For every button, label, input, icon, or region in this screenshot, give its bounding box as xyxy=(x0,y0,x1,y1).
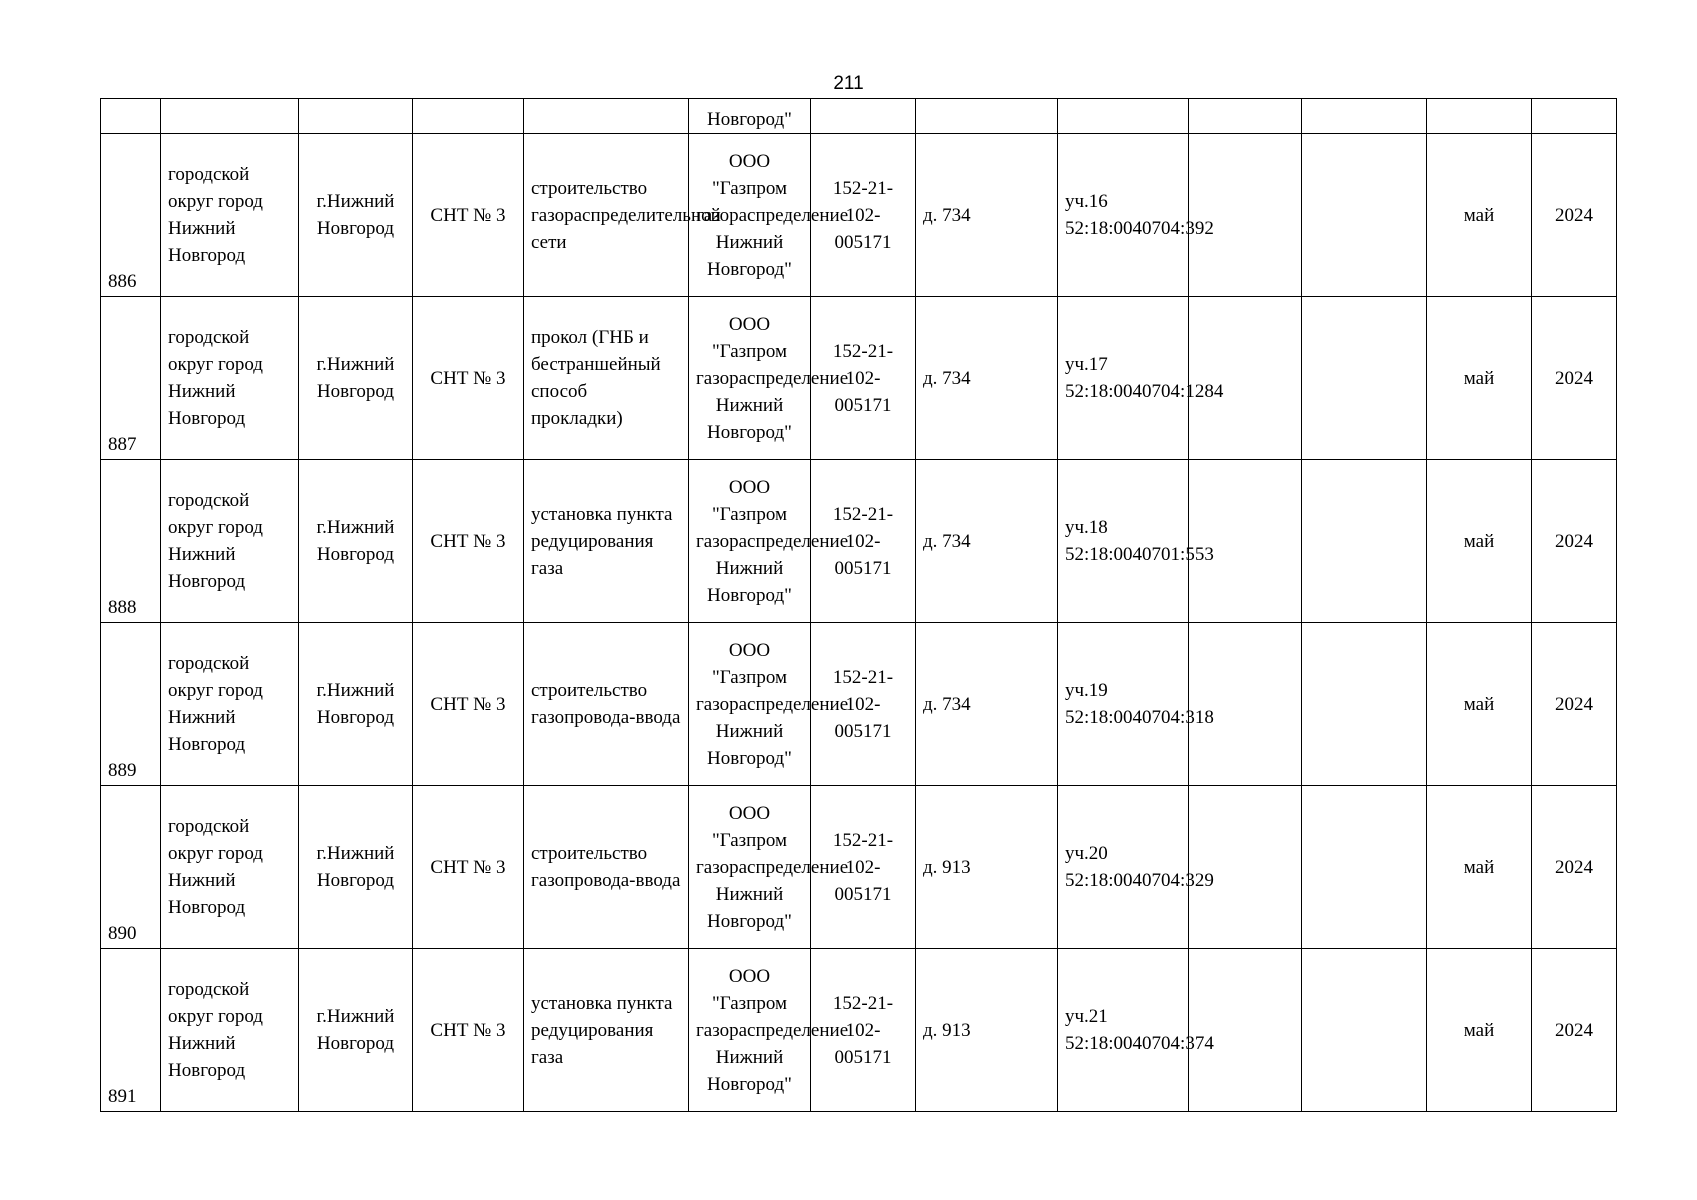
row-number: 888 xyxy=(101,460,161,623)
plot-cell: уч.21 52:18:0040704:374 xyxy=(1058,949,1189,1112)
object-cell: СНТ № 3 xyxy=(413,949,524,1112)
row-number: 890 xyxy=(101,786,161,949)
plot-cell: уч.17 52:18:0040704:1284 xyxy=(1058,297,1189,460)
cell-object xyxy=(413,99,524,134)
code-cell: 152-21-102-005171 xyxy=(811,297,916,460)
plot-cell: уч.19 52:18:0040704:318 xyxy=(1058,623,1189,786)
organization-cell: ООО "Газпром газораспределение Нижний Новгород" xyxy=(689,949,811,1112)
empty-cell-11 xyxy=(1302,949,1427,1112)
empty-cell-11 xyxy=(1302,460,1427,623)
row-number: 886 xyxy=(101,134,161,297)
organization-cell: ООО "Газпром газораспределение Нижний Новгород" xyxy=(689,460,811,623)
year-cell: 2024 xyxy=(1532,297,1617,460)
settlement-cell: г.Нижний Новгород xyxy=(299,623,413,786)
year-cell: 2024 xyxy=(1532,134,1617,297)
empty-cell-10 xyxy=(1189,786,1302,949)
settlement-cell: г.Нижний Новгород xyxy=(299,134,413,297)
plot-cell: уч.16 52:18:0040704:392 xyxy=(1058,134,1189,297)
cell-plot xyxy=(1058,99,1189,134)
cell-col10 xyxy=(1189,99,1302,134)
code-cell: 152-21-102-005171 xyxy=(811,134,916,297)
cell-code xyxy=(811,99,916,134)
cell-organization: Новгород" xyxy=(689,99,811,134)
settlement-cell: г.Нижний Новгород xyxy=(299,297,413,460)
page-number: 211 xyxy=(833,73,864,94)
work-type-cell: строительство газораспределительной сети xyxy=(524,134,689,297)
cell-year xyxy=(1532,99,1617,134)
municipality-cell: городской округ город Нижний Новгород xyxy=(161,949,299,1112)
table-row xyxy=(101,460,1617,623)
code-cell: 152-21-102-005171 xyxy=(811,460,916,623)
cell-municipality xyxy=(161,99,299,134)
month-cell: май xyxy=(1427,949,1532,1112)
year-cell: 2024 xyxy=(1532,623,1617,786)
house-cell: д. 734 xyxy=(916,297,1058,460)
code-cell: 152-21-102-005171 xyxy=(811,786,916,949)
row-number: 887 xyxy=(101,297,161,460)
settlement-cell: г.Нижний Новгород xyxy=(299,460,413,623)
work-type-cell: строительство газопровода-ввода xyxy=(524,786,689,949)
empty-cell-11 xyxy=(1302,786,1427,949)
registry-table xyxy=(100,98,1617,1112)
month-cell: май xyxy=(1427,623,1532,786)
month-cell: май xyxy=(1427,134,1532,297)
work-type-cell: установка пункта редуцирования газа xyxy=(524,949,689,1112)
empty-cell-10 xyxy=(1189,949,1302,1112)
row-number: 891 xyxy=(101,949,161,1112)
settlement-cell: г.Нижний Новгород xyxy=(299,786,413,949)
cell-settlement xyxy=(299,99,413,134)
year-cell: 2024 xyxy=(1532,460,1617,623)
table-row xyxy=(101,623,1617,786)
table-body xyxy=(101,99,1617,1112)
organization-cell: ООО "Газпром газораспределение Нижний Новгород" xyxy=(689,786,811,949)
work-type-cell: строительство газопровода-ввода xyxy=(524,623,689,786)
year-cell: 2024 xyxy=(1532,786,1617,949)
empty-cell-10 xyxy=(1189,460,1302,623)
table-row xyxy=(101,297,1617,460)
table-row xyxy=(101,134,1617,297)
house-cell: д. 913 xyxy=(916,949,1058,1112)
municipality-cell: городской округ город Нижний Новгород xyxy=(161,297,299,460)
cell-num xyxy=(101,99,161,134)
municipality-cell: городской округ город Нижний Новгород xyxy=(161,786,299,949)
settlement-cell: г.Нижний Новгород xyxy=(299,949,413,1112)
house-cell: д. 734 xyxy=(916,460,1058,623)
object-cell: СНТ № 3 xyxy=(413,297,524,460)
organization-cell: ООО "Газпром газораспределение Нижний Новгород" xyxy=(689,623,811,786)
plot-cell: уч.18 52:18:0040701:553 xyxy=(1058,460,1189,623)
object-cell: СНТ № 3 xyxy=(413,623,524,786)
municipality-cell: городской округ город Нижний Новгород xyxy=(161,623,299,786)
cell-month xyxy=(1427,99,1532,134)
plot-cell: уч.20 52:18:0040704:329 xyxy=(1058,786,1189,949)
month-cell: май xyxy=(1427,786,1532,949)
month-cell: май xyxy=(1427,460,1532,623)
row-number: 889 xyxy=(101,623,161,786)
house-cell: д. 734 xyxy=(916,623,1058,786)
continuation-row xyxy=(101,99,1617,134)
empty-cell-11 xyxy=(1302,297,1427,460)
work-type-cell: установка пункта редуцирования газа xyxy=(524,460,689,623)
organization-cell: ООО "Газпром газораспределение Нижний Новгород" xyxy=(689,297,811,460)
cell-house xyxy=(916,99,1058,134)
empty-cell-11 xyxy=(1302,623,1427,786)
code-cell: 152-21-102-005171 xyxy=(811,623,916,786)
house-cell: д. 913 xyxy=(916,786,1058,949)
organization-cell: ООО "Газпром газораспределение Нижний Новгород" xyxy=(689,134,811,297)
empty-cell-10 xyxy=(1189,623,1302,786)
object-cell: СНТ № 3 xyxy=(413,786,524,949)
municipality-cell: городской округ город Нижний Новгород xyxy=(161,134,299,297)
empty-cell-10 xyxy=(1189,134,1302,297)
code-cell: 152-21-102-005171 xyxy=(811,949,916,1112)
table-row xyxy=(101,786,1617,949)
cell-work xyxy=(524,99,689,134)
cell-col11 xyxy=(1302,99,1427,134)
table-row xyxy=(101,949,1617,1112)
municipality-cell: городской округ город Нижний Новгород xyxy=(161,460,299,623)
house-cell: д. 734 xyxy=(916,134,1058,297)
year-cell: 2024 xyxy=(1532,949,1617,1112)
empty-cell-10 xyxy=(1189,297,1302,460)
object-cell: СНТ № 3 xyxy=(413,134,524,297)
month-cell: май xyxy=(1427,297,1532,460)
work-type-cell: прокол (ГНБ и бестраншейный способ прокладки) xyxy=(524,297,689,460)
empty-cell-11 xyxy=(1302,134,1427,297)
object-cell: СНТ № 3 xyxy=(413,460,524,623)
